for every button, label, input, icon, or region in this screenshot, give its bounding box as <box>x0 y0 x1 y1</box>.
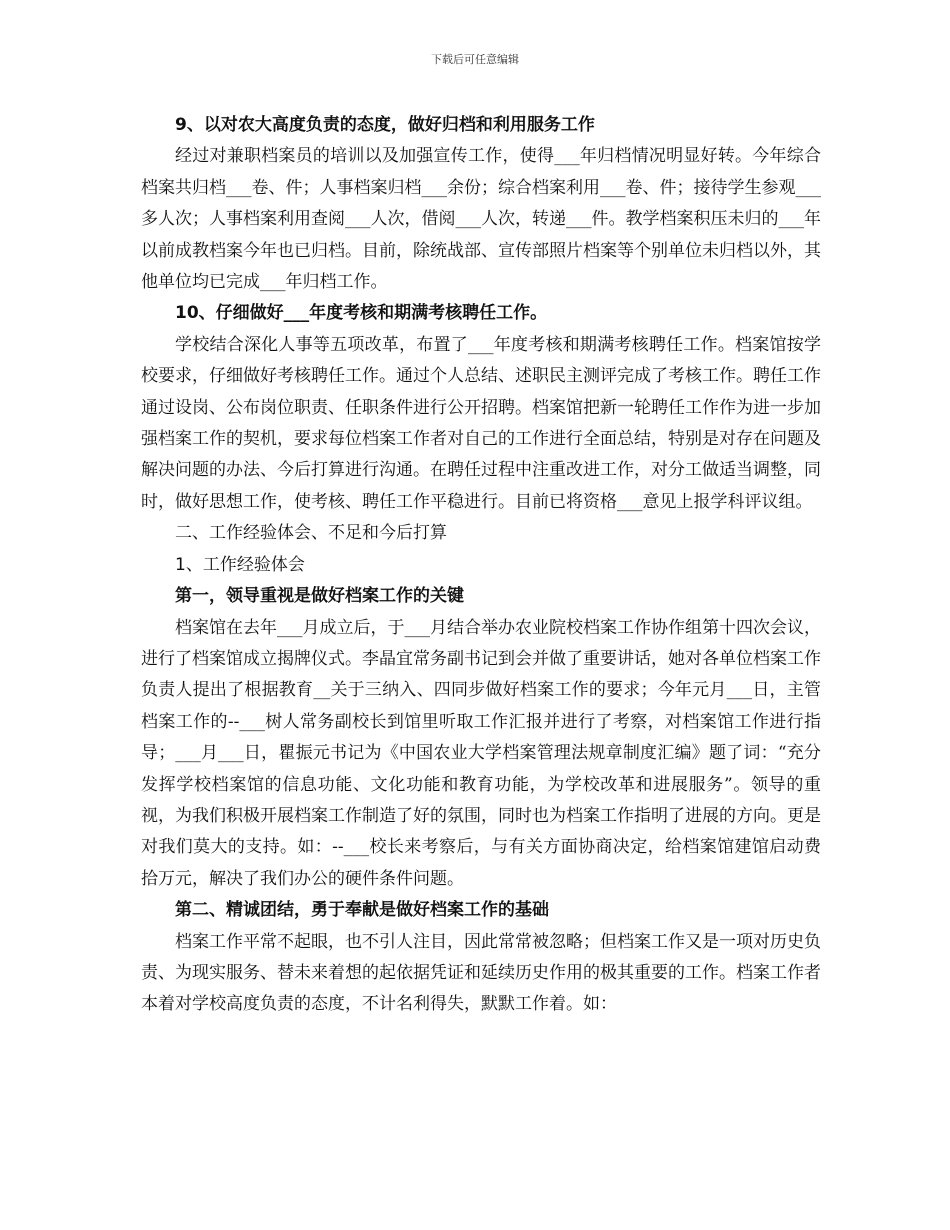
item-9-heading: 9、以对农大高度负责的态度，做好归档和利用服务工作 <box>175 115 595 135</box>
subsection-1-heading: 1、工作经验体会 <box>175 554 305 575</box>
item-10-paragraph: 学校结合深化人事等五项改革，布置了___年度考核和期满考核聘任工作。档案馆按学校要求，仔细做好考核聘任工作。通过个人总结、述职民主测评完成了考核工作。聘任工作通过设岗、公布岗位职责、任职条件进行公开招聘。档案馆把新一轮聘任工作作为进一步加强档案工作的契机，要求每位档案工作者对自己的工作进行全面总结，特别是对存在问题及解决问题的办法、今后打算进行沟通。在聘任过程中注重改进工作，对分工做适当调整，同时，做好思想工作，使考核、聘任工作平稳进行。目前已将资格___意见上报学科评议组。 <box>141 334 821 512</box>
item-9-paragraph: 经过对兼职档案员的培训以及加强宣传工作，使得___年归档情况明显好转。今年综合档案共归档___卷、件；人事档案归档___余份；综合档案利用___卷、件；接待学生参观___多人次；人事档案利用查阅___人次，借阅___人次，转递___件。教学档案积压未归的___年以前成教档案今年也已归档。目前，除统战部、宣传部照片档案等个别单位未归档以外，其他单位均已完成___年归档工作。 <box>141 146 821 293</box>
section-2-heading: 二、工作经验体会、不足和今后打算 <box>175 523 447 544</box>
page-header: 下载后可任意编辑 <box>431 53 519 66</box>
first-point-paragraph: 档案馆在去年___月成立后，于___月结合举办农业院校档案工作协作组第十四次会议，进行了档案馆成立揭牌仪式。李晶宜常务副书记到会并做了重要讲话，她对各单位档案工作负责人提出了根据教育__关于三纳入、四同步做好档案工作的要求；今年元月___日，主管档案工作的--___树人常务副校长到馆里听取工作汇报并进行了考察，对档案馆工作进行指导；___月___日，瞿振元书记为《中国农业大学档案管理法规章制度汇编》题了词：“充分发挥学校档案馆的信息功能、文化功能和教育功能，为学校改革和进展服务”。领导的重视，为我们积极开展档案工作制造了好的氛围，同时也为档案工作指明了进展的方向。更是对我们莫大的支持。如：--___校长来考察后，与有关方面协商决定，给档案馆建馆启动费拾万元，解决了我们办公的硬件条件问题。 <box>141 617 821 889</box>
second-point-paragraph: 档案工作平常不起眼，也不引人注目，因此常常被忽略；但档案工作又是一项对历史负责、为现实服务、替未来着想的起依据凭证和延续历史作用的极其重要的工作。档案工作者本着对学校高度负责的态度，不计名利得失，默默工作着。如： <box>141 931 821 1015</box>
item-10-heading: 10、仔细做好___年度考核和期满考核聘任工作。 <box>175 303 548 324</box>
document-body <box>141 110 821 1021</box>
second-point-heading: 第二、精诚团结，勇于奉献是做好档案工作的基础 <box>175 900 549 921</box>
first-point-heading: 第一，领导重视是做好档案工作的关键 <box>175 586 464 607</box>
